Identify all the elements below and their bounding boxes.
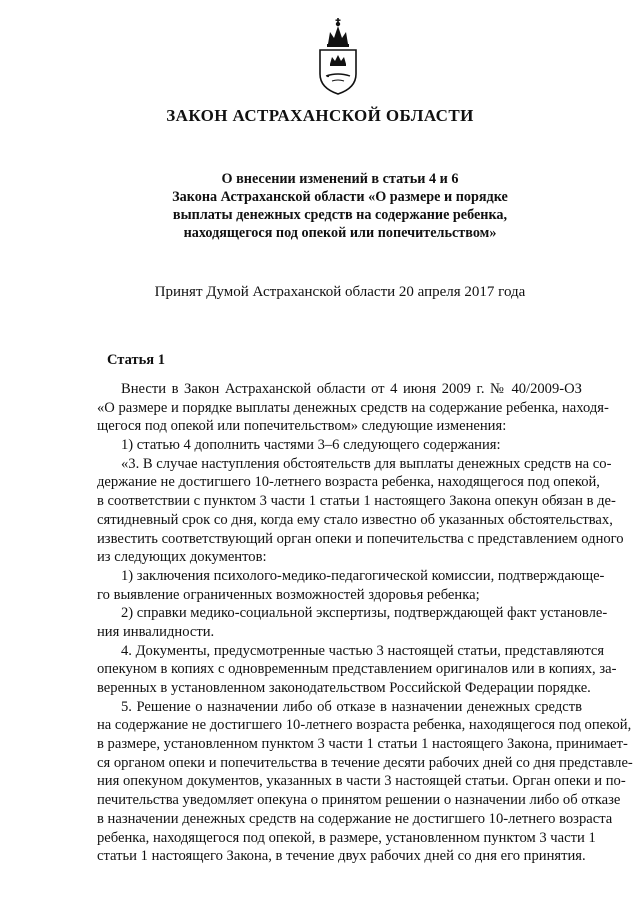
paragraph-line: в размере, установленном пунктом 3 части 1 статьи 1 настоящего Закона, принимает- <box>97 736 628 753</box>
paragraph-line: «3. В случае наступления обстоятельств для выплаты денежных средств на со- <box>121 455 612 472</box>
paragraph-line: 1) заключения психолого-медико-педагогической комиссии, подтверждающе- <box>121 567 605 584</box>
paragraph-line: известить соответствующий орган опеки и попечительства с представлением одного <box>97 530 624 547</box>
paragraph-line: щегося под опекой или попечительством» следующие изменения: <box>97 418 507 435</box>
paragraph-line: в назначении денежных средств на содержание не достигшего 10-летнего возраста <box>97 810 613 827</box>
paragraph-line: ся органом опеки и попечительства в течение десяти рабочих дней со дня представле- <box>97 754 633 771</box>
paragraph-line: опекуном в копиях с одновременным представлением оригиналов или в копиях, за- <box>97 661 617 678</box>
paragraph-line: в соответствии с пунктом 3 части 1 статьи 1 настоящего Закона опекун обязан в де- <box>97 493 616 510</box>
paragraph-line: ния инвалидности. <box>97 623 215 640</box>
paragraph-line: ния опекуном документов, указанных в части 3 настоящей статьи. Орган опеки и по- <box>97 773 626 790</box>
paragraph-line: Внести в Закон Астраханской области от 4 июня 2009 г. № 40/2009-ОЗ <box>121 381 582 397</box>
subtitle-line: О внесении изменений в статьи 4 и 6 <box>221 171 459 187</box>
article-heading: Статья 1 <box>107 352 165 368</box>
paragraph-line: го выявление ограниченных возможностей здоровья ребенка; <box>97 586 480 603</box>
paragraph-line: 1) статью 4 дополнить частями 3–6 следующего содержания: <box>121 437 501 454</box>
paragraph-line: печительства уведомляет опекуна о принятом решении о назначении либо об отказе <box>97 792 621 809</box>
paragraph-line: на содержание не достигшего 10-летнего возраста ребенка, находящегося под опекой, <box>97 717 632 734</box>
paragraph-line: веренных в установленном законодательством Российской Федерации порядке. <box>97 680 591 696</box>
document-title: ЗАКОН АСТРАХАНСКОЙ ОБЛАСТИ <box>166 106 474 125</box>
document-subtitle <box>140 170 540 242</box>
subtitle-line: выплаты денежных средств на содержание ребенка, <box>172 207 508 223</box>
paragraph-line: 2) справки медико-социальной экспертизы, подтверждающей факт установле- <box>121 605 608 622</box>
paragraph-line: 4. Документы, предусмотренные частью 3 настоящей статьи, представляются <box>121 642 605 659</box>
paragraph-line: статьи 1 настоящего Закона, в течение двух рабочих дней со дня его принятия. <box>97 848 586 865</box>
subtitle-line: находящегося под опекой или попечительством» <box>183 225 497 241</box>
paragraph-line: держание не достигшего 10-летнего возраста ребенка, находящегося под опекой, <box>97 474 600 491</box>
paragraph-line: сятидневный срок со дня, когда ему стало известно об указанных обстоятельствах, <box>97 511 613 528</box>
paragraph-line: 5. Решение о назначении либо об отказе в назначении денежных средств <box>121 698 582 715</box>
paragraph-line: «О размере и порядке выплаты денежных средств на содержание ребенка, находя- <box>97 399 609 416</box>
paragraph-line: ребенка, находящегося под опекой, в размере, установленном пунктом 3 части 1 <box>97 829 596 846</box>
subtitle-line: Закона Астраханской области «О размере и порядке <box>172 189 508 205</box>
paragraph-line: из следующих документов: <box>97 549 267 566</box>
adoption-line: Принят Думой Астраханской области 20 апреля 2017 года <box>154 284 526 300</box>
document-body <box>97 380 633 866</box>
coat-of-arms-icon <box>310 14 366 96</box>
